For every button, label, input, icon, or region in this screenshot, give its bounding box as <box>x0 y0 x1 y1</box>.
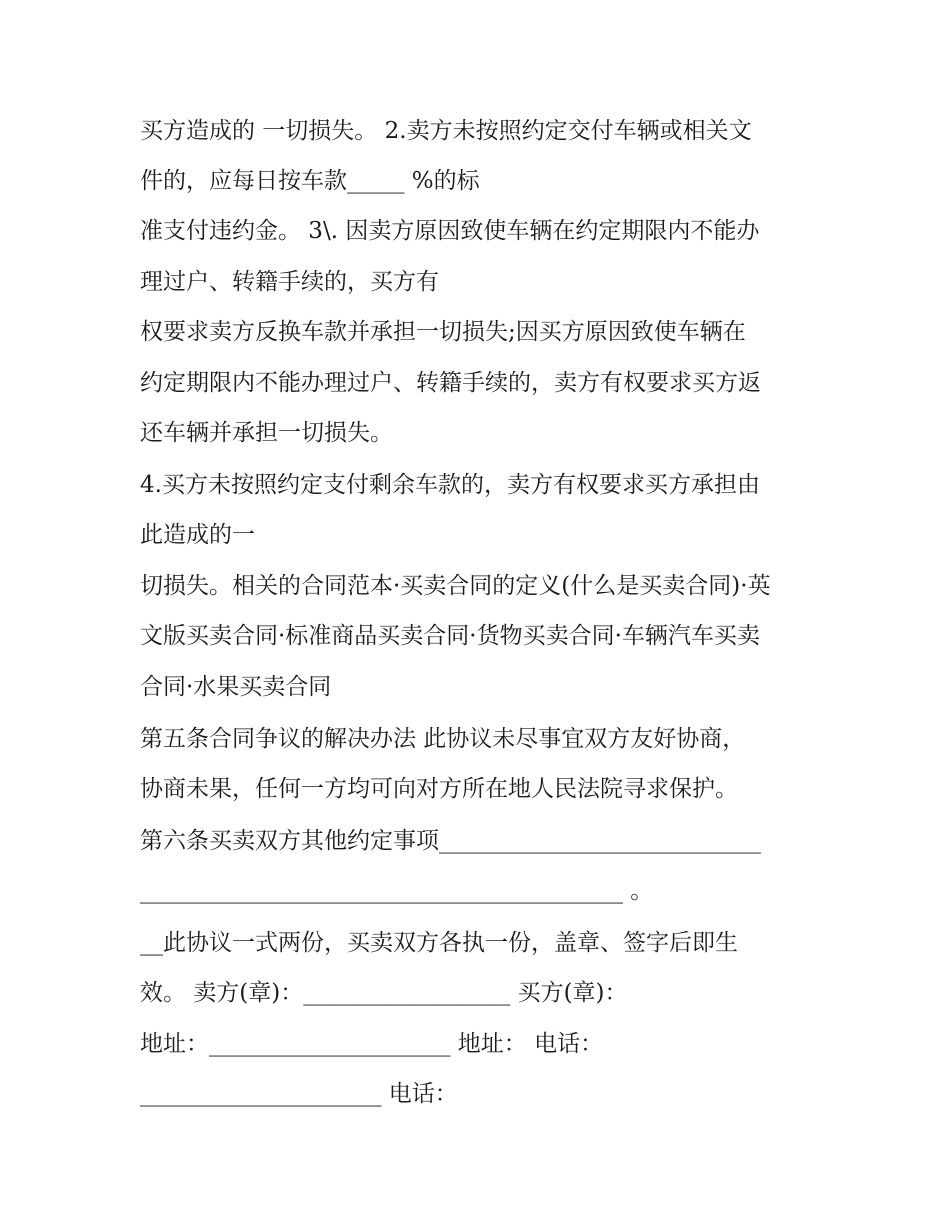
text-line: 此造成的一 <box>140 522 255 548</box>
text-line: 效。 卖方(章)：__________________ 买方(章)： <box>140 980 628 1006</box>
text-line: 第六条买卖双方其他约定事项____________________________ <box>140 828 761 854</box>
text-line: 约定期限内不能办理过户、转籍手续的，卖方有权要求买方返 <box>140 370 761 396</box>
text-line: 第五条合同争议的解决办法 此协议未尽事宜双方友好协商， <box>140 726 746 752</box>
text-line: _____________________ 电话： <box>140 1081 458 1107</box>
text-line: __________________________________________ 。 <box>140 878 654 904</box>
text-line: __此协议一式两份，买卖双方各执一份，盖章、签字后即生 <box>140 930 738 956</box>
text-line: 件的，应每日按车款_____ %的标 <box>140 168 480 194</box>
text-line: 准支付违约金。 3\. 因卖方原因致使车辆在约定期限内不能办 <box>140 218 760 244</box>
text-line: 还车辆并承担一切损失。 <box>140 420 393 446</box>
text-line: 理过户、转籍手续的，买方有 <box>140 269 439 295</box>
text-line: 文版买卖合同·标准商品买卖合同·货物买卖合同·车辆汽车买卖 <box>140 623 760 649</box>
text-line: 权要求卖方反换车款并承担一切损失;因买方原因致使车辆在 <box>140 319 746 345</box>
text-line: 切损失。相关的合同范本·买卖合同的定义(什么是买卖合同)·英 <box>140 573 771 599</box>
text-line: 合同·水果买卖合同 <box>140 674 332 700</box>
text-line: 4.买方未按照约定支付剩余车款的，卖方有权要求买方承担由 <box>140 472 760 498</box>
text-line: 买方造成的 一切损失。 2.卖方未按照约定交付车辆或相关文 <box>140 118 752 144</box>
text-line: 协商未果，任何一方均可向对方所在地人民法院寻求保护。 <box>140 776 738 802</box>
text-line: 地址：_____________________ 地址： 电话： <box>140 1031 604 1057</box>
